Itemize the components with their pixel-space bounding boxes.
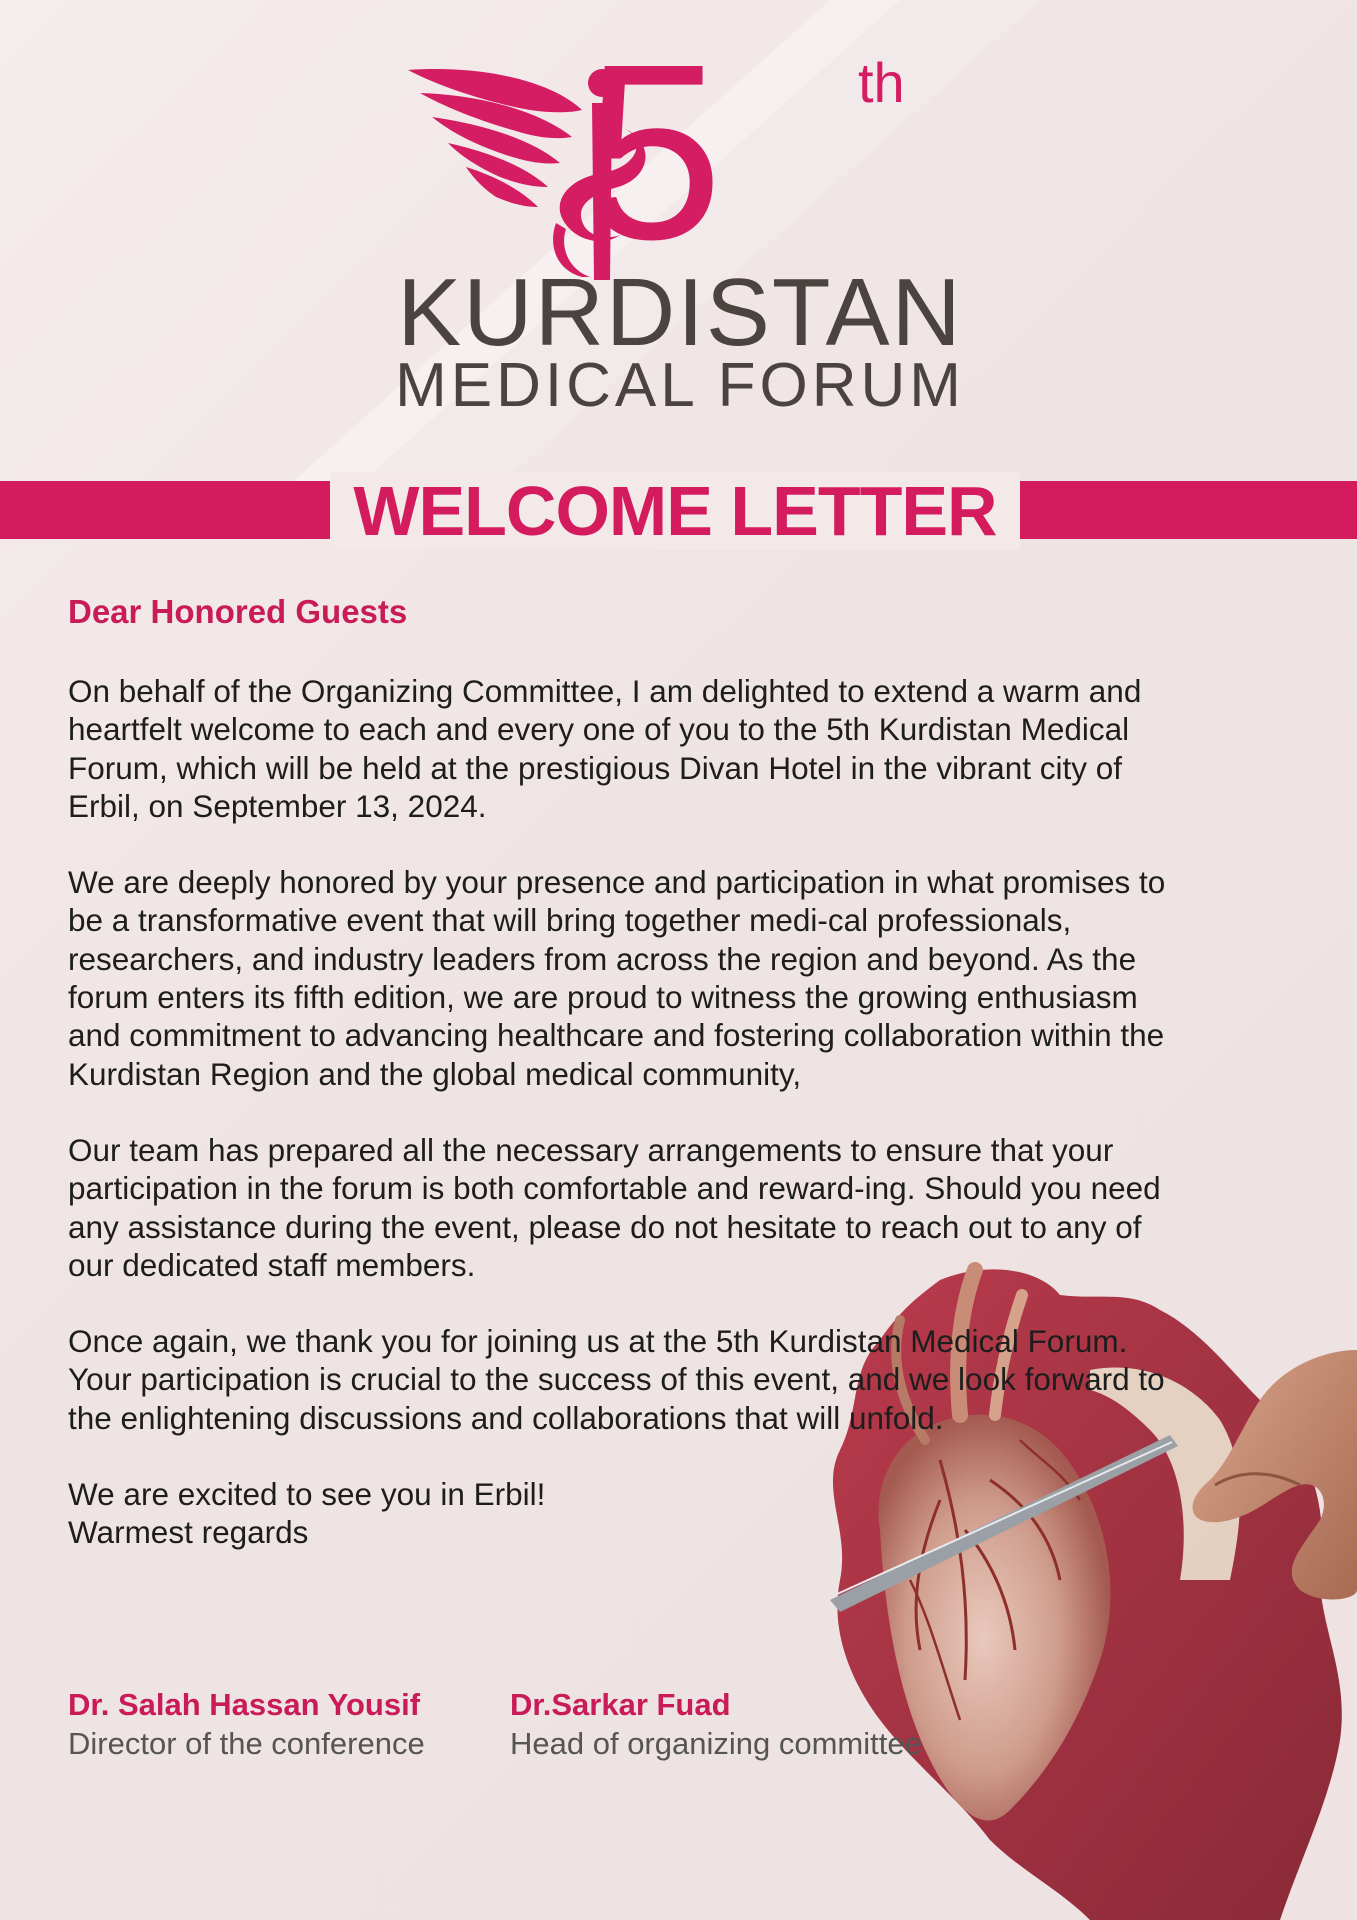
letter-body	[68, 672, 1178, 1552]
letter-paragraph: On behalf of the Organizing Committee, I am delighted to extend a warm and heartfelt welcome to each and every one of you to the 5th Kurdistan Medical Forum, which will be held at the prestigious Divan Hotel in the vibrant city of Erbil, on September 13, 2024.	[68, 673, 1142, 824]
signature-name: Dr.Sarkar Fuad	[510, 1687, 731, 1722]
logo-ordinal: th	[858, 51, 905, 114]
closing-line: We are excited to see you in Erbil!	[68, 1476, 546, 1513]
logo-number: 5	[584, 12, 718, 291]
letter-paragraph: Our team has prepared all the necessary arrangements to ensure that your participation in the forum is both comfortable and reward-ing. Should you need any assistance during the event, please do not hesitate to reach out to any of our dedicated staff members.	[68, 1131, 1161, 1283]
signature-role: Head of organizing committee	[510, 1726, 922, 1761]
letter-greeting: Dear Honored Guests	[68, 593, 408, 630]
signature-committee-head	[510, 1686, 922, 1764]
letter-paragraph: We are deeply honored by your presence and participation in what promises to be a transformative event that will bring together medi-cal professionals, researchers, and industry leaders from across the region and beyond. As the forum enters its fifth edition, we are proud to witness the growing enthusiasm and commitment to advancing healthcare and fostering collaboration within the Kurdistan Region and the global medical community,	[68, 864, 1166, 1092]
signature-director	[68, 1686, 425, 1764]
banner-title: WELCOME LETTER	[353, 472, 997, 550]
logo-medical-forum: MEDICAL FORUM	[395, 351, 965, 420]
signature-role: Director of the conference	[68, 1726, 425, 1761]
forum-logo	[320, 12, 1040, 420]
signature-name: Dr. Salah Hassan Yousif	[68, 1687, 421, 1722]
closing-regards: Warmest regards	[68, 1514, 309, 1551]
letter-paragraph: Once again, we thank you for joining us at the 5th Kurdistan Medical Forum. Your participation is crucial to the success of this event, and we look forward to the enlightening discussions and collaborations that will unfold.	[68, 1323, 1165, 1436]
logo-kurdistan: KURDISTAN	[397, 259, 963, 366]
